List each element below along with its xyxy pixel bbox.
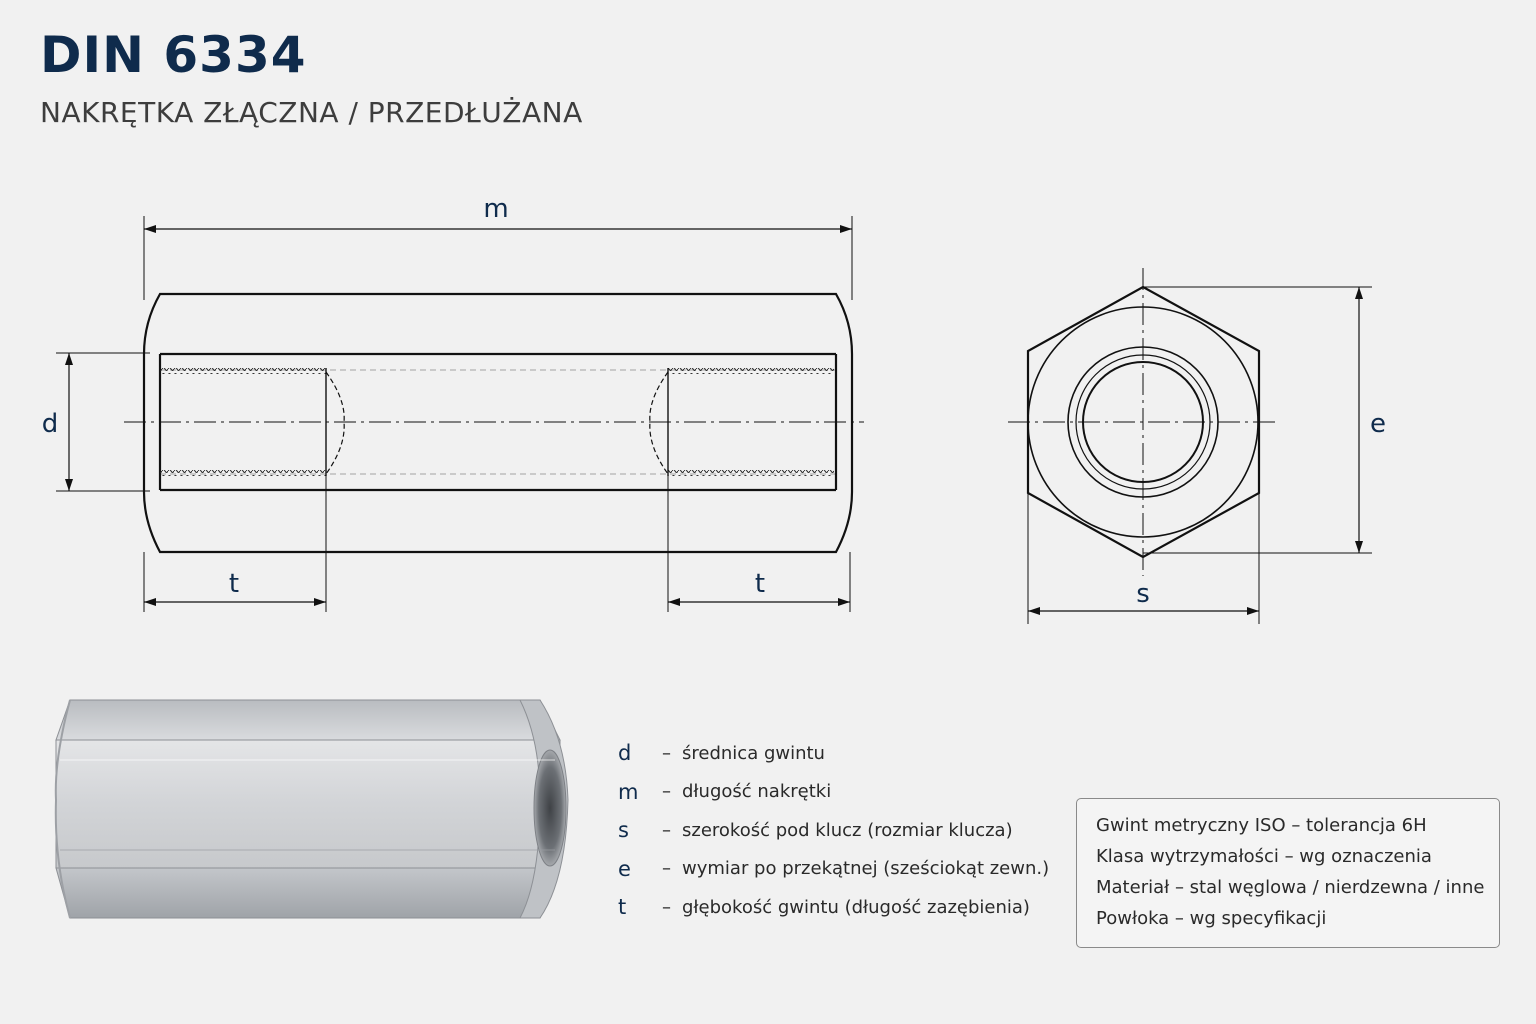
legend-symbol: t <box>618 895 627 920</box>
legend-text: szerokość pod klucz (rozmiar klucza) <box>682 819 1013 841</box>
legend-row-t <box>618 888 1049 927</box>
label-s: s <box>1136 579 1150 609</box>
legend-dash: – <box>662 819 671 841</box>
legend-row-s <box>618 811 1049 850</box>
legend-text: długość nakrętki <box>682 781 832 803</box>
note-line: Materiał – stal węglowa / nierdzewna / inne <box>1096 877 1485 898</box>
page-title: DIN 6334 <box>40 26 307 84</box>
legend-row-e <box>618 850 1049 889</box>
legend-symbol: m <box>618 779 639 804</box>
side-view <box>124 294 864 552</box>
legend-text: głębokość gwintu (długość zazębienia) <box>682 896 1030 918</box>
page-subtitle: NAKRĘTKA ZŁĄCZNA / PRZEDŁUŻANA <box>40 96 583 129</box>
legend-dash: – <box>662 781 671 803</box>
note-line: Gwint metryczny ISO – tolerancja 6H <box>1096 815 1427 836</box>
legend-dash: – <box>662 858 671 880</box>
end-view <box>1008 268 1280 576</box>
legend-symbol: e <box>618 856 631 881</box>
note-line: Klasa wytrzymałości – wg oznaczenia <box>1096 846 1432 867</box>
thread-left-top <box>160 368 326 374</box>
label-m: m <box>483 194 509 224</box>
legend-symbol: d <box>618 741 632 766</box>
specification-notes-box <box>1076 798 1500 948</box>
thread-left-bottom <box>160 470 326 476</box>
label-t-right: t <box>754 569 766 599</box>
legend-text: średnica gwintu <box>682 742 825 764</box>
legend-text: wymiar po przekątnej (sześciokąt zewn.) <box>682 858 1050 880</box>
dimension-m <box>144 216 852 300</box>
product-bore <box>534 750 566 866</box>
thread-right-bottom <box>668 470 834 476</box>
note-line: Powłoka – wg specyfikacji <box>1096 908 1327 929</box>
legend-row-m <box>618 773 1049 812</box>
symbol-legend <box>618 734 1049 927</box>
legend-symbol: s <box>618 818 629 843</box>
product-image <box>56 700 568 918</box>
label-t-left: t <box>228 569 240 599</box>
thread-right-top <box>668 368 834 374</box>
label-d: d <box>41 409 59 439</box>
legend-dash: – <box>662 742 671 764</box>
nut-body-outline <box>144 294 852 552</box>
legend-dash: – <box>662 896 671 918</box>
legend-row-d <box>618 734 1049 773</box>
label-e: e <box>1370 409 1386 439</box>
